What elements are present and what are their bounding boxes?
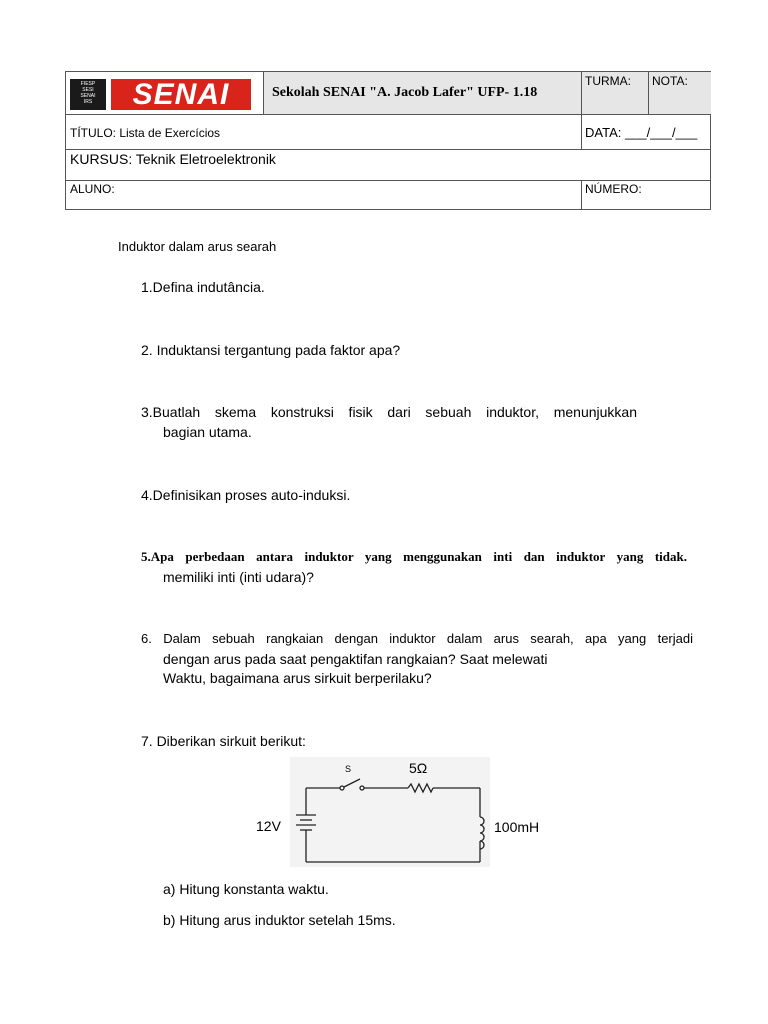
school-name: Sekolah SENAI "A. Jacob Lafer" UFP- 1.18	[272, 85, 538, 100]
question-4: 4.Definisikan proses auto-induksi.	[141, 487, 351, 503]
data-label: DATA: ___/___/___	[585, 125, 698, 140]
switch-contact	[340, 786, 344, 790]
fiesp-logo-block	[70, 79, 106, 110]
question-7: 7. Diberikan sirkuit berikut:	[141, 733, 306, 749]
header-table	[65, 71, 711, 210]
section-title: Induktor dalam arus searah	[118, 239, 277, 254]
resistor-zigzag	[408, 784, 433, 792]
switch-label: S	[345, 764, 352, 774]
question-3-line-1: 3.Buatlah skema konstruksi fisik dari sebuah induktor, menunjukkan	[141, 404, 637, 420]
header-row-aluno	[66, 181, 710, 210]
inductor-label: 100mH	[494, 819, 540, 835]
question-7a: a) Hitung konstanta waktu.	[163, 881, 329, 897]
numero-label: NÚMERO:	[585, 182, 642, 196]
turma-label: TURMA:	[585, 74, 631, 88]
switch-contact	[360, 786, 364, 790]
question-6-line-2: dengan arus pada saat pengaktifan rangkaian? Saat melewati	[163, 651, 548, 667]
titulo-label: TÍTULO: Lista de Exercícios	[70, 126, 221, 140]
question-6-line-1: 6. Dalam sebuah rangkaian dengan induktor dalam arus searah, apa yang terjadi	[141, 631, 693, 646]
divider	[581, 181, 582, 210]
question-7b: b) Hitung arus induktor setelah 15ms.	[163, 912, 396, 928]
question-3-line-2: bagian utama.	[163, 424, 252, 440]
logo-small-line: SESI	[82, 87, 94, 93]
circuit-diagram	[290, 757, 490, 867]
question-5-line-2: memiliki inti (inti udara)?	[163, 569, 314, 585]
aluno-label: ALUNO:	[70, 182, 115, 196]
question-6-line-3: Waktu, bagaimana arus sirkuit berperilaku?	[163, 670, 432, 686]
logo-small-line: FIESP	[80, 81, 96, 87]
voltage-label: 12V	[256, 818, 281, 834]
kursus-label: KURSUS: Teknik Eletroelektronik	[70, 151, 276, 167]
header-row-titulo	[66, 115, 710, 150]
logo-small-line: IRS	[83, 99, 93, 105]
senai-logo-text: SENAI	[111, 79, 251, 110]
question-1: 1.Defina indutância.	[141, 279, 265, 295]
header-row-school	[66, 72, 710, 115]
resistor-label: 5Ω	[409, 760, 428, 776]
senai-logo	[70, 78, 255, 110]
nota-label: NOTA:	[652, 74, 688, 88]
circuit-schematic	[290, 757, 490, 867]
question-5-line-1: 5.Apa perbedaan antara induktor yang menggunakan inti dan induktor yang tidak.	[141, 549, 687, 564]
logo-small-line: SENAI	[80, 93, 96, 99]
switch-blade	[344, 779, 360, 787]
question-2: 2. Induktansi tergantung pada faktor apa?	[141, 342, 401, 358]
header-row-kursus	[66, 150, 710, 181]
divider	[581, 115, 582, 149]
